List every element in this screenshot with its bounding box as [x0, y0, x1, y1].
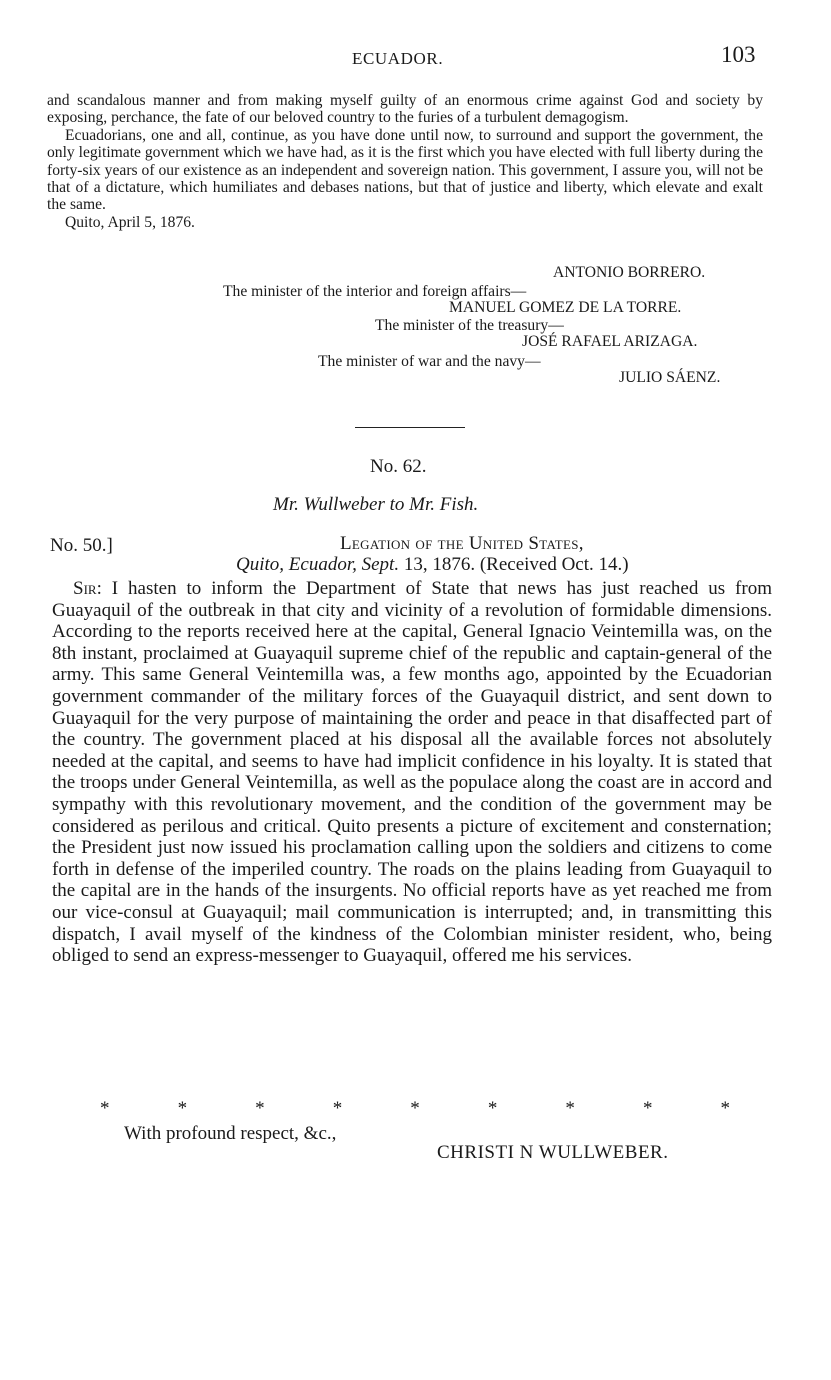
proclamation-paragraph-1: and scandalous manner and from making myself guilty of an enormous crime against God and society by exposing, perchance, the fate of our beloved country to the furies of a turbulent demagogism. [47, 92, 763, 127]
legation-line: Legation of the United States, [340, 533, 584, 554]
asterisk: * [410, 1098, 420, 1119]
proclamation-dateline: Quito, April 5, 1876. [65, 213, 195, 231]
document-number: No. 62. [370, 456, 427, 477]
treasury-minister-title: The minister of the treasury— [375, 317, 564, 334]
proclamation-text [47, 92, 763, 231]
despatch-body [52, 578, 772, 967]
war-minister-name: JULIO SÁENZ. [619, 369, 721, 386]
asterisk: * [565, 1098, 575, 1119]
dateline-place: Quito, Ecuador, Sept. [236, 554, 400, 575]
proclamation-paragraph-2: Ecuadorians, one and all, continue, as you have done until now, to surround and support the government, the only legitimate government which we have had, as it is the first which you have elected with full liberty during the forty-six years of our existence as an independent and sovereign nation. This government, I assure you, will not be that of a dictature, which humiliates and debases nations, but that of justice and liberty, which elevate and exalt the same. [47, 126, 763, 214]
page-number: 103 [721, 42, 756, 67]
dateline-date: 13, 1876. (Received Oct. 14.) [399, 554, 629, 575]
asterisk: * [487, 1098, 498, 1119]
treasury-minister-name: JOSÉ RAFAEL ARIZAGA. [522, 333, 698, 350]
despatch-paragraph [52, 578, 772, 967]
interior-minister-name: MANUEL GOMEZ DE LA TORRE. [449, 299, 682, 316]
despatch-signer: CHRISTI N WULLWEBER. [437, 1142, 669, 1163]
asterisk: * [100, 1098, 110, 1119]
despatch-dateline [236, 554, 629, 576]
ellipsis-asterisks [100, 1098, 730, 1120]
asterisk: * [177, 1098, 188, 1119]
asterisk: * [332, 1098, 343, 1119]
running-head: ECUADOR. [352, 49, 444, 68]
document-heading: Mr. Wullweber to Mr. Fish. [273, 494, 479, 515]
section-divider [355, 427, 465, 428]
despatch-text: : I hasten to inform the Department of State that news has just reached us from Guayaquil of the outbreak in that city and vicinity of a revolution of formidable dimensions. According to the reports received here at the capital, General Ignacio Veintemilla was, on the 8th instant, proclaimed at Guayaquil supreme chief of the republic and captain-general of the army. This same General Veintemilla was, a few months ago, appointed by the Ecuadorian government commander of the military forces of the Guayaquil district, and sent down to Guayaquil for the very purpose of maintaining the order and peace in that disaffected part of the country. The government placed at his disposal all the available forces not absolutely needed at the capital, and seems to have had implicit confidence in his loyalty. It is stated that the troops under General Veintemilla, as well as the populace along the coast are in accord and sympathy with this revolutionary movement, and the condition of the government may be considered as perilous and critical. Quito presents a picture of excitement and consternation; the President just now issued his proclamation calling upon the soldiers and citizens to come forth in defense of the imperiled country. The roads on the plains leading from Guayaquil to the capital are in the hands of the insurgents. No official reports have as yet reached me from our vice-consul at Guayaquil; mail communication is interrupted; and, in transmitting this dispatch, I avail myself of the kindness of the Colombian minister resident, who, being obliged to send an express-messenger to Guayaquil, offered me his services. [52, 578, 772, 967]
asterisk: * [720, 1098, 730, 1119]
salutation: Sir [73, 578, 97, 599]
asterisk: * [255, 1098, 265, 1119]
interior-minister-title: The minister of the interior and foreign affairs— [223, 283, 527, 300]
proclamation-signer: ANTONIO BORRERO. [553, 264, 706, 281]
asterisk: * [642, 1098, 653, 1119]
closing-salutation: With profound respect, &c., [124, 1123, 337, 1144]
despatch-number: No. 50.] [50, 535, 113, 556]
war-minister-title: The minister of war and the navy— [318, 353, 541, 370]
